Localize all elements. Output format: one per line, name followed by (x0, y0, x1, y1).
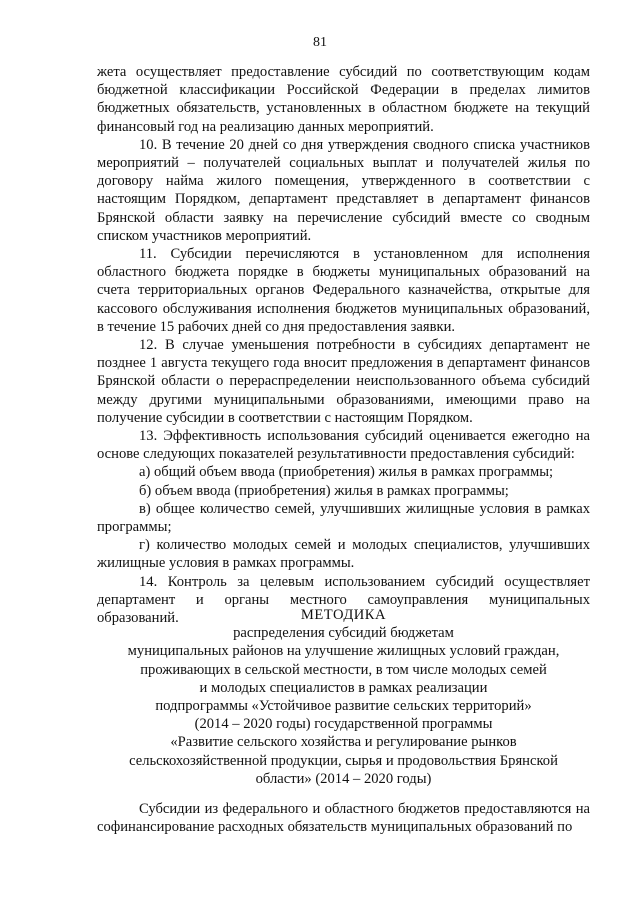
paragraph-10: 10. В течение 20 дней со дня утверждения сводного списка участников мероприятий – получателей социальных выплат и получателей жилья по договору найма жилого помещения, утвержденного в соответствии с настоящим Порядком, департамент представляет в департамент финансов Брянской области заявку на перечисление субсидий вместе со сводным списком участников мероприятий. (97, 136, 590, 244)
methodology-subtitle-line: подпрограммы «Устойчивое развитие сельских территорий» (155, 698, 532, 715)
methodology-subtitle-line: области» (2014 – 2020 годы) (255, 770, 432, 787)
page-number: 81 (313, 35, 327, 50)
methodology-heading (97, 606, 590, 788)
body-text (97, 63, 590, 627)
paragraph-11: 11. Субсидии перечисляются в установленном для исполнения областного бюджета порядке в бюджеты муниципальных образований на счета территориальных органов Федерального казначейства, открытые для кассового обслуживания исполнения бюджетов муниципальных образований, в течение 15 рабочих дней со дня предоставления заявки. (97, 246, 590, 335)
list-item-a: а) общий объем ввода (приобретения) жилья в рамках программы; (139, 464, 554, 481)
methodology-subtitle-line: сельскохозяйственной продукции, сырья и продовольствия Брянской (129, 752, 558, 769)
methodology-subtitle-line: проживающих в сельской местности, в том числе молодых семей (140, 661, 547, 678)
paragraph-13: 13. Эффективность использования субсидий оценивается ежегодно на основе следующих показателей результативности предоставления субсидий: (97, 428, 590, 463)
methodology-title: МЕТОДИКА (300, 607, 387, 623)
methodology-subtitle-line: «Развитие сельского хозяйства и регулирование рынков (170, 734, 517, 751)
methodology-subtitle-line: (2014 – 2020 годы) государственной программы (194, 716, 493, 733)
methodology-subtitle-line: и молодых специалистов в рамках реализации (199, 679, 488, 696)
paragraph-continuation: жета осуществляет предоставление субсидий по соответствующим кодам бюджетной классификации Российской Федерации в пределах лимитов бюджетных обязательств, установленных в областном бюджете на текущий финансовый год на реализацию данных мероприятий. (97, 64, 590, 135)
closing-paragraph: Субсидии из федерального и областного бюджетов предоставляются на софинансирование расходных обязательств муниципальных образований по (97, 801, 590, 836)
list-item-v: в) общее количество семей, улучшивших жилищные условия в рамках программы; (97, 500, 590, 536)
closing-text (97, 800, 590, 836)
paragraph-12: 12. В случае уменьшения потребности в субсидиях департамент не позднее 1 августа текущего года вносит предложения в департамент финансов Брянской области о перераспределении неиспользованного объема субсидий между другими муниципальными образованиями, имеющими право на получение субсидии в соответствии с настоящим Порядком. (97, 337, 590, 426)
paragraph-14: 14. Контроль за целевым использованием субсидий осуществляет департамент и органы местного самоуправления муниципальных образований. (97, 573, 590, 627)
methodology-subtitle-line: муниципальных районов на улучшение жилищных условий граждан, (127, 643, 560, 660)
methodology-subtitle-line: распределения субсидий бюджетам (233, 625, 454, 642)
list-item-g: г) количество молодых семей и молодых специалистов, улучшивших жилищные условия в рамках программы. (97, 537, 590, 572)
list-item-b: б) объем ввода (приобретения) жилья в рамках программы; (139, 482, 509, 499)
